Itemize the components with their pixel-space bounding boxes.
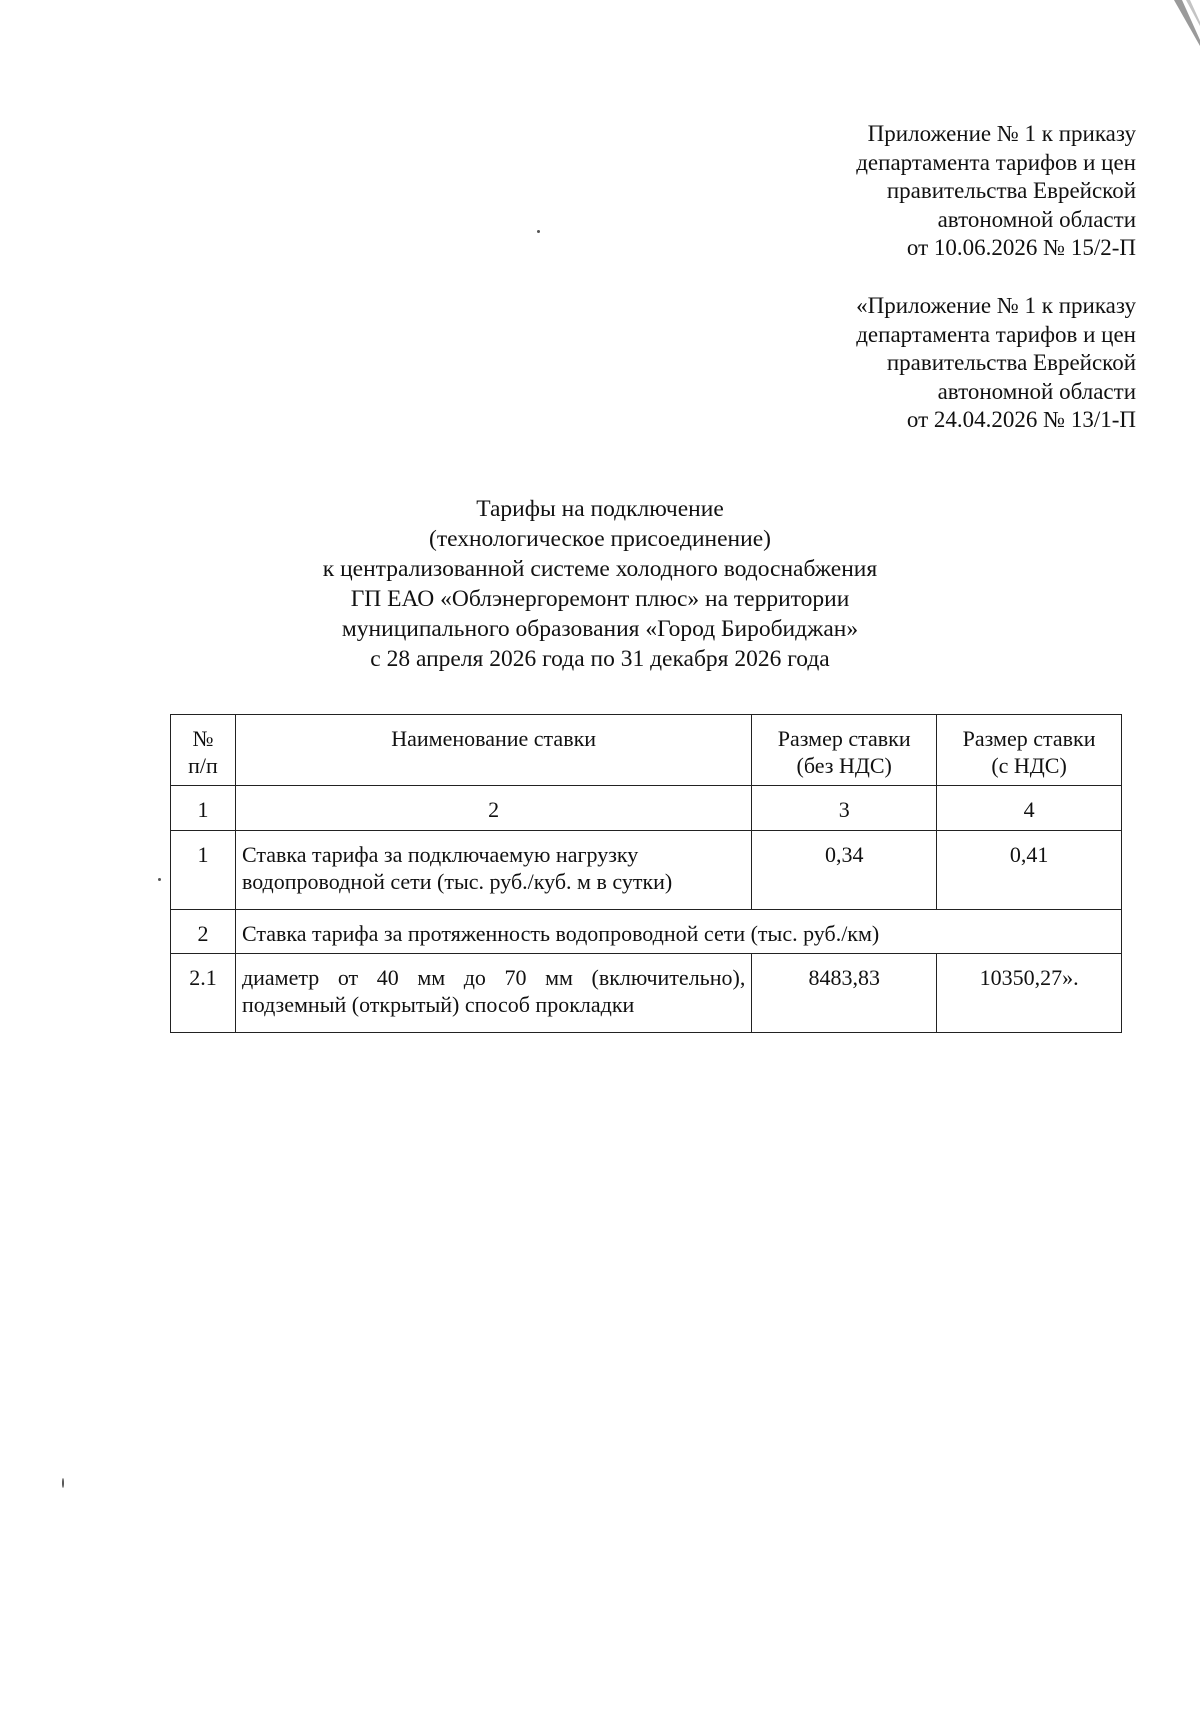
- header-current-order: [716, 120, 1136, 263]
- row-name: диаметр от 40 мм до 70 мм (включительно), подземный (открытый) способ прокладки: [235, 954, 751, 1033]
- row-name: Ставка тарифа за подключаемую нагрузку водопроводной сети (тыс. руб./куб. м в сутки): [235, 831, 751, 910]
- header-line: Приложение № 1 к приказу: [867, 121, 1136, 146]
- column-number: 3: [752, 786, 937, 831]
- header-rate-vat: Размер ставки (с НДС): [937, 715, 1122, 786]
- row-rate-vat: 10350,27».: [937, 954, 1122, 1033]
- table-row: [171, 831, 1122, 910]
- row-rate-no-vat: 0,34: [752, 831, 937, 910]
- row-num: 1: [171, 831, 236, 910]
- header-line: от 24.04.2026 № 13/1-П: [906, 407, 1136, 432]
- scan-speck: [537, 230, 540, 233]
- row-rate-no-vat: 8483,83: [752, 954, 937, 1033]
- header-name: Наименование ставки: [235, 715, 751, 786]
- header-line: правительства Еврейской: [886, 350, 1136, 375]
- title-line: муниципального образования «Город Биробиджан»: [341, 616, 859, 642]
- scan-speck: [62, 1478, 64, 1488]
- document-title: [0, 494, 1200, 674]
- row-num: 2: [171, 910, 236, 954]
- scan-speck: [158, 878, 161, 881]
- header-line: автономной области: [937, 206, 1136, 232]
- table-header-row: [171, 715, 1122, 786]
- header-line: «Приложение № 1 к приказу: [856, 293, 1136, 318]
- header-line: департамента тарифов и цен: [856, 149, 1136, 175]
- column-number: 1: [171, 786, 236, 831]
- header-line: автономной области: [937, 378, 1136, 404]
- header-num: № п/п: [171, 715, 236, 786]
- column-number: 4: [937, 786, 1122, 831]
- scan-edge-artifact: [1160, 0, 1200, 60]
- table-row: [171, 954, 1122, 1033]
- row-num: 2.1: [171, 954, 236, 1033]
- title-line: Тарифы на подключение: [476, 496, 724, 522]
- header-rate-no-vat: Размер ставки (без НДС): [752, 715, 937, 786]
- header-previous-order: [716, 292, 1136, 435]
- header-line: от 10.06.2026 № 15/2-П: [906, 235, 1136, 260]
- header-line: департамента тарифов и цен: [856, 321, 1136, 347]
- table-row: [171, 910, 1122, 954]
- tariff-table: [170, 714, 1122, 1033]
- column-number: 2: [235, 786, 751, 831]
- title-line: (технологическое присоединение): [429, 526, 771, 552]
- row-name: Ставка тарифа за протяженность водопроводной сети (тыс. руб./км): [235, 910, 1121, 954]
- header-line: правительства Еврейской: [886, 178, 1136, 203]
- column-number-row: [171, 786, 1122, 831]
- title-line: с 28 апреля 2026 года по 31 декабря 2026 года: [370, 646, 830, 672]
- title-line: к централизованной системе холодного водоснабжения: [322, 556, 878, 582]
- title-line: ГП ЕАО «Облэнергоремонт плюс» на территории: [350, 586, 850, 612]
- row-rate-vat: 0,41: [937, 831, 1122, 910]
